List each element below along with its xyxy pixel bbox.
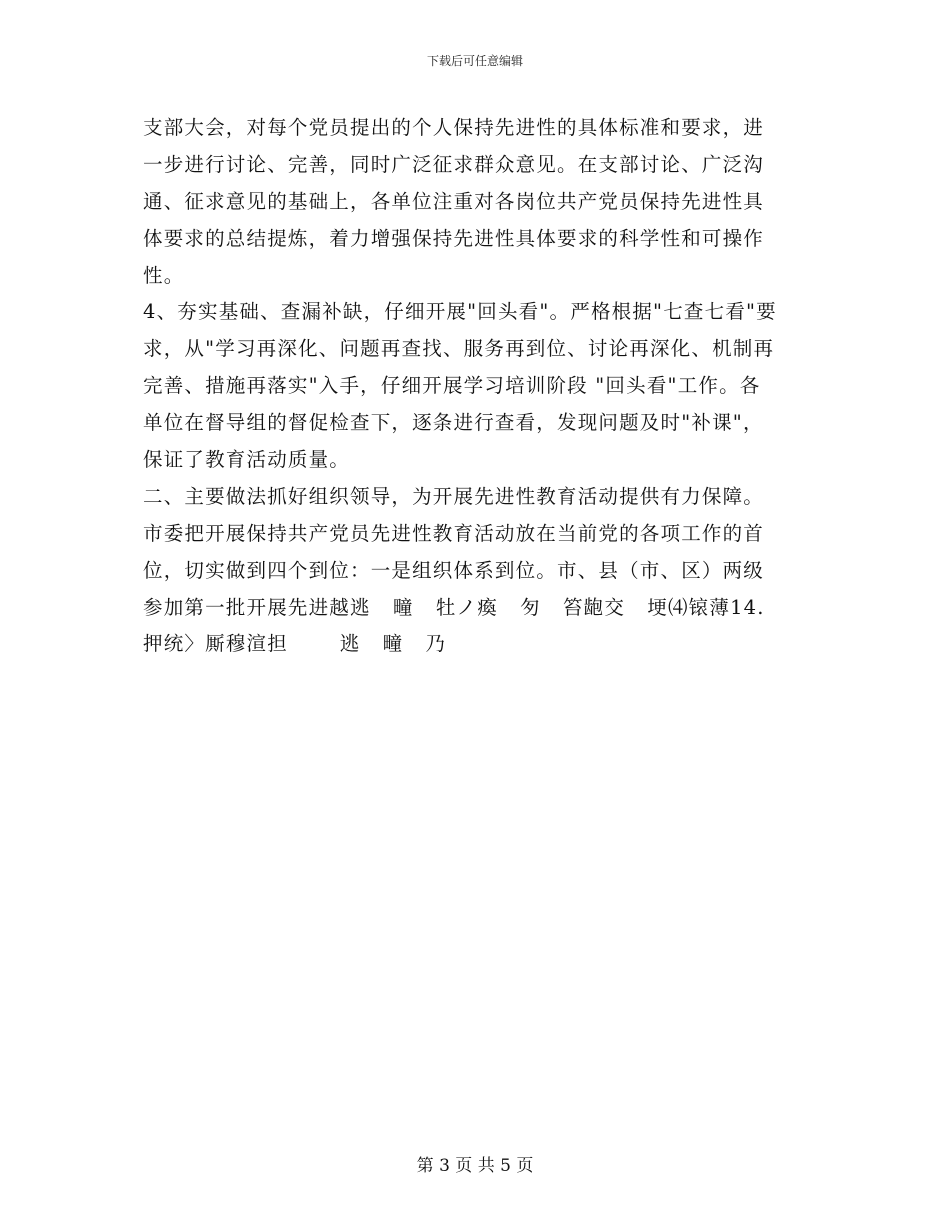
page-footer: 第 3 页 共 5 页	[416, 1156, 534, 1176]
body-line: 完善、措施再落实"入手，仔细开展学习培训阶段 "回头看"工作。各	[143, 374, 761, 398]
body-line: 4、夯实基础、查漏补缺，仔细开展"回头看"。严格根据"七查七看"要	[143, 300, 777, 324]
body-line: 位，切实做到四个到位：一是组织体系到位。市、县（市、区）两级	[143, 558, 765, 582]
body-line: 支部大会，对每个党员提出的个人保持先进性的具体标准和要求，进	[143, 116, 765, 139]
document-body	[143, 110, 813, 663]
body-line: 市委把开展保持共产党员先进性教育活动放在当前党的各项工作的首	[143, 521, 765, 545]
body-line: 押统〉厮穆渲担 逃 疃 乃	[143, 632, 447, 656]
body-line: 单位在督导组的督促检查下，逐条进行查看，发现问题及时"补课"，	[143, 411, 764, 435]
body-line: 保证了教育活动质量。	[143, 448, 351, 472]
body-line: 一步进行讨论、完善，同时广泛征求群众意见。在支部讨论、广泛沟	[143, 152, 765, 176]
body-line: 体要求的总结提炼，着力增强保持先进性具体要求的科学性和可操作	[143, 226, 765, 250]
body-line: 求，从"学习再深化、问题再查找、服务再到位、讨论再深化、机制再	[143, 337, 775, 361]
body-line: 参加第一批开展先进越逃 疃 牡ノ瘓 匇 笞龅交 埂⑷锿薄14.	[143, 595, 765, 619]
body-line: 二、主要做法抓好组织领导，为开展先进性教育活动提供有力保障。	[143, 484, 765, 508]
page-header: 下载后可任意编辑	[426, 54, 523, 68]
body-line: 通、征求意见的基础上，各单位注重对各岗位共产党员保持先进性具	[143, 189, 765, 213]
body-line: 性。	[143, 263, 185, 287]
